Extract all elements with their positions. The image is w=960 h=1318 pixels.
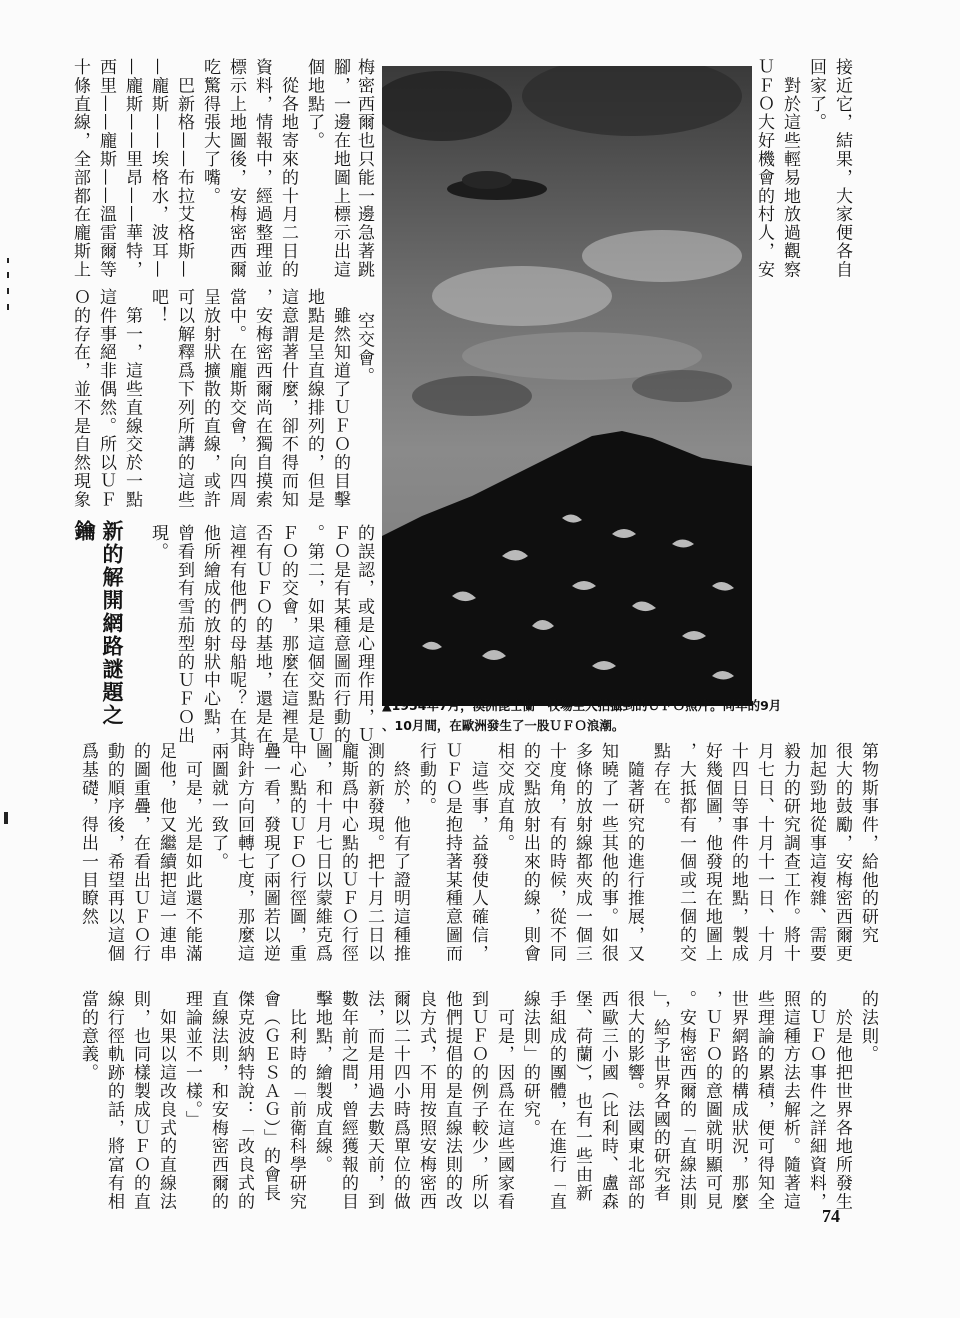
farleft-text-col-4: 資料，情報中，經過整理並	[252, 58, 272, 279]
lower-right-text-col-22: 比利時的「前衛科學研究	[286, 990, 306, 1211]
lower-middle-text-col-21: 圖，和十月七日以蒙維克爲	[312, 742, 332, 963]
farleft-text-col-9: —龐斯——里昂——華特，	[122, 58, 142, 279]
lower-middle-text-col-30: 爲基礎，得出一目瞭然	[78, 742, 98, 926]
lower-middle-text-col-17: 行動的。	[416, 742, 436, 816]
top-text-col-0: 接近它，結果，大家便各自	[832, 58, 852, 279]
left-text-col-10: 這件事絕非偶然。所以ＵＦ	[96, 288, 116, 509]
ufo-photograph	[382, 66, 752, 706]
lower-right-text-col-2: 的ＵＦＯ事件之詳細資料，	[806, 990, 826, 1211]
mid-text-col-2: 。第二，如果這個交點是Ｕ	[304, 524, 324, 745]
lower-middle-text-col-26: 可是，光是如此還不能滿	[182, 742, 202, 963]
scan-margin-marks	[4, 258, 14, 328]
lower-right-text-col-12: 手組成的團體，在進行「直	[546, 990, 566, 1211]
mid-text-col-1: ＦＯ是有某種意圖而行動的	[330, 524, 350, 745]
mid-text-col-0: 的誤認，或是心理作用，Ｕ	[354, 524, 374, 745]
section-heading	[100, 520, 124, 727]
heading-line-2: 鑰	[72, 520, 96, 543]
lower-middle-text-col-20: 龐斯爲中心點的ＵＦＯ行徑	[338, 742, 358, 963]
lower-middle-text-col-29: 動的順序後，希望再以這個	[104, 742, 124, 963]
lower-middle-text-col-18: 終於，他有了證明這種推	[390, 742, 410, 963]
lower-middle-text-col-15: 這些事，益發使人確信，	[468, 742, 488, 963]
lower-middle-text-col-8: 點存在。	[650, 742, 670, 816]
left-text-col-11: Ｏ的存在，並不是自然現象	[70, 288, 90, 509]
lower-middle-text-col-10: 知曉了一些其他的事。如很	[598, 742, 618, 963]
farleft-text-col-0: 梅密西爾也只能一邊急著跳	[354, 58, 374, 279]
mid-text-col-4: 否有ＵＦＯ的基地，還是在	[252, 524, 272, 745]
lower-middle-text-col-0: 第物斯事件，給他的研究	[858, 742, 878, 945]
lower-right-text-col-23: 會（ＧＥＳＡＧ）」的會長	[260, 990, 280, 1203]
left-text-col-5: 當中。在龐斯交會，向四周	[226, 288, 246, 509]
lower-right-text-col-29: 線行徑軌跡的話，將富有相	[104, 990, 124, 1211]
lower-middle-text-col-6: 好幾個圖，他發現在地圖上	[702, 742, 722, 963]
mid-text-col-6: 他所繪成的放射狀中心點，	[200, 524, 220, 745]
caption-line-1: ▲1954年7月，澳洲昆士蘭一牧場主人拍攝到的ＵＦＯ照片。同年的9月	[382, 698, 782, 713]
mid-text-col-5: 這裡有他們的母船呢？在其	[226, 524, 246, 745]
farleft-text-col-8: —龐斯——埃格水，波耳—	[148, 58, 168, 279]
left-text-col-7: 可以解釋爲下列所講的這些	[174, 288, 194, 509]
lower-right-text-col-24: 傑克波納特說：「改良式的	[234, 990, 254, 1211]
lower-middle-text-col-25: 兩圖就一致了。	[208, 742, 228, 871]
farleft-text-col-11: 十條直線，全部都在龐斯上	[70, 58, 90, 279]
left-text-col-1: 雖然知道了ＵＦＯ的目擊	[330, 288, 350, 509]
lower-middle-text-col-22: 中心點的ＵＦＯ行徑圖，重	[286, 742, 306, 963]
lower-middle-text-col-5: 十四日等事件的地點，製成	[728, 742, 748, 963]
lower-right-text-col-9: 很大的影響。法國東北部的	[624, 990, 644, 1211]
section-heading-2	[72, 520, 96, 543]
farleft-text-col-7: 巴新格——布拉艾格斯—	[174, 58, 194, 279]
farleft-text-col-1: 腳，一邊在地圖上標示出這	[330, 58, 350, 279]
lower-middle-text-col-9: 隨著研究的進行推展，又	[624, 742, 644, 963]
farleft-text-col-5: 標示上地圖後，安梅密西爾	[226, 58, 246, 279]
lower-middle-text-col-24: 時針方向回轉七度，那麼這	[234, 742, 254, 963]
mid-text-col-8: 現。	[148, 524, 168, 561]
left-text-col-8: 吧！	[148, 288, 168, 325]
lower-right-text-col-21: 擊地點，繪製成直線。	[312, 990, 332, 1174]
lower-middle-text-col-3: 毅力的研究調查工作。將十	[780, 742, 800, 963]
lower-middle-text-col-1: 很大的鼓勵，安梅密西爾更	[832, 742, 852, 963]
lower-right-text-col-18: 爾以二十四小時爲單位的做	[390, 990, 410, 1211]
left-text-col-2: 地點是呈直線排列的，但是	[304, 288, 324, 509]
lower-right-text-col-5: 世界網路的構成狀況，那麼	[728, 990, 748, 1211]
farleft-text-col-6: 吃驚得張大了嘴。	[200, 58, 220, 206]
lower-right-text-col-14: 可是，因爲在這些國家看	[494, 990, 514, 1211]
lower-right-text-col-13: 線法則」的研究。	[520, 990, 540, 1138]
lower-middle-text-col-13: 的交點放射出來的線，則會	[520, 742, 540, 963]
lower-right-text-col-3: 照這種方法去解析。隨著這	[780, 990, 800, 1211]
lower-middle-text-col-4: 月七日、十月十一日、十月	[754, 742, 774, 963]
lower-right-text-col-10: 西歐三小國（比利時、盧森	[598, 990, 618, 1211]
lower-middle-text-col-28: 的圖重疊，在看出ＵＦＯ行	[130, 742, 150, 963]
lower-right-text-col-7: 。安梅密西爾的「直線法則	[676, 990, 696, 1211]
lower-right-text-col-1: 於是他把世界各地所發生	[832, 990, 852, 1211]
mid-text-col-7: 曾看到有雪茄型的ＵＦＯ出	[174, 524, 194, 745]
farleft-text-col-10: 西里——龐斯——溫雷爾等	[96, 58, 116, 279]
photo-image	[382, 66, 752, 706]
left-text-col-9: 第一，這些直線交於一點	[122, 288, 142, 509]
caption-line-2: 、10月間，在歐洲發生了一股ＵＦＯ浪潮。	[382, 718, 625, 733]
lower-right-text-col-0: 的法則。	[858, 990, 878, 1064]
mid-text-col-3: ＦＯ的交會，那麼在這裡是	[278, 524, 298, 745]
farleft-text-col-2: 個地點了。	[304, 58, 324, 150]
left-text-col-4: ，安梅密西爾尚在獨自摸索	[252, 288, 272, 509]
top-text-col-1: 回家了。	[806, 58, 826, 132]
lower-right-text-col-4: 些理論的累積，便可得知全	[754, 990, 774, 1211]
lower-right-text-col-30: 當的意義。	[78, 990, 98, 1082]
lower-right-text-col-11: 堡、荷蘭），也有一些由新	[572, 990, 592, 1203]
heading-line-1: 新的解開網路謎題之	[100, 520, 124, 727]
lower-right-text-col-8: 」，給予世界各國的研究者	[650, 990, 670, 1203]
lower-middle-text-col-16: ＵＦＯ是抱持著某種意圖而	[442, 742, 462, 963]
lower-middle-text-col-14: 相交成直角。	[494, 742, 514, 853]
lower-middle-text-col-7: ，大抵都有一個或二個的交	[676, 742, 696, 963]
left-text-col-6: 呈放射狀擴散的直線，或許	[200, 288, 220, 509]
lower-right-text-col-26: 理論並不一樣。」	[182, 990, 202, 1129]
lower-middle-text-col-27: 足他，他又繼續把這一連串	[156, 742, 176, 963]
top-text-col-3: ＵＦＯ大好機會的村人，安	[754, 58, 774, 279]
photo-caption	[382, 696, 857, 736]
lower-middle-text-col-2: 加起勁地從事這複雜、需要	[806, 742, 826, 963]
lower-right-text-col-20: 數年前之間，曾經獲報的目	[338, 990, 358, 1211]
scan-margin-mark	[4, 812, 8, 824]
left-text-col-3: 這意謂著什麼，卻不得而知	[278, 288, 298, 509]
left-text-col-0: 空交會。	[354, 312, 374, 386]
lower-middle-text-col-19: 測的新發現。把十月二日以	[364, 742, 384, 963]
lower-middle-text-col-11: 多條的放射線都夾成一個三	[572, 742, 592, 963]
lower-right-text-col-25: 直線法則，和安梅密西爾的	[208, 990, 228, 1211]
lower-right-text-col-16: 他們提倡的是直線法則的改	[442, 990, 462, 1211]
lower-right-text-col-19: 法，而是用過去數天前，到	[364, 990, 384, 1211]
lower-right-text-col-28: 則，也同樣製成ＵＦＯ的直	[130, 990, 150, 1211]
lower-right-text-col-17: 良方式，不用按照安梅密西	[416, 990, 436, 1211]
lower-middle-text-col-23: 疊一看，發現了兩圖若以逆	[260, 742, 280, 963]
lower-right-text-col-15: 到ＵＦＯ的例子較少，所以	[468, 990, 488, 1211]
top-text-col-2: 對於這些輕易地放過觀察	[780, 58, 800, 279]
lower-right-text-col-27: 如果以這改良式的直線法	[156, 990, 176, 1211]
lower-middle-text-col-12: 十度角，有的時候，從不同	[546, 742, 566, 963]
farleft-text-col-3: 從各地寄來的十月二日的	[278, 58, 298, 279]
lower-right-text-col-6: ，ＵＦＯ的意圖就明顯可見	[702, 990, 722, 1211]
page-number: 74	[822, 1206, 840, 1226]
